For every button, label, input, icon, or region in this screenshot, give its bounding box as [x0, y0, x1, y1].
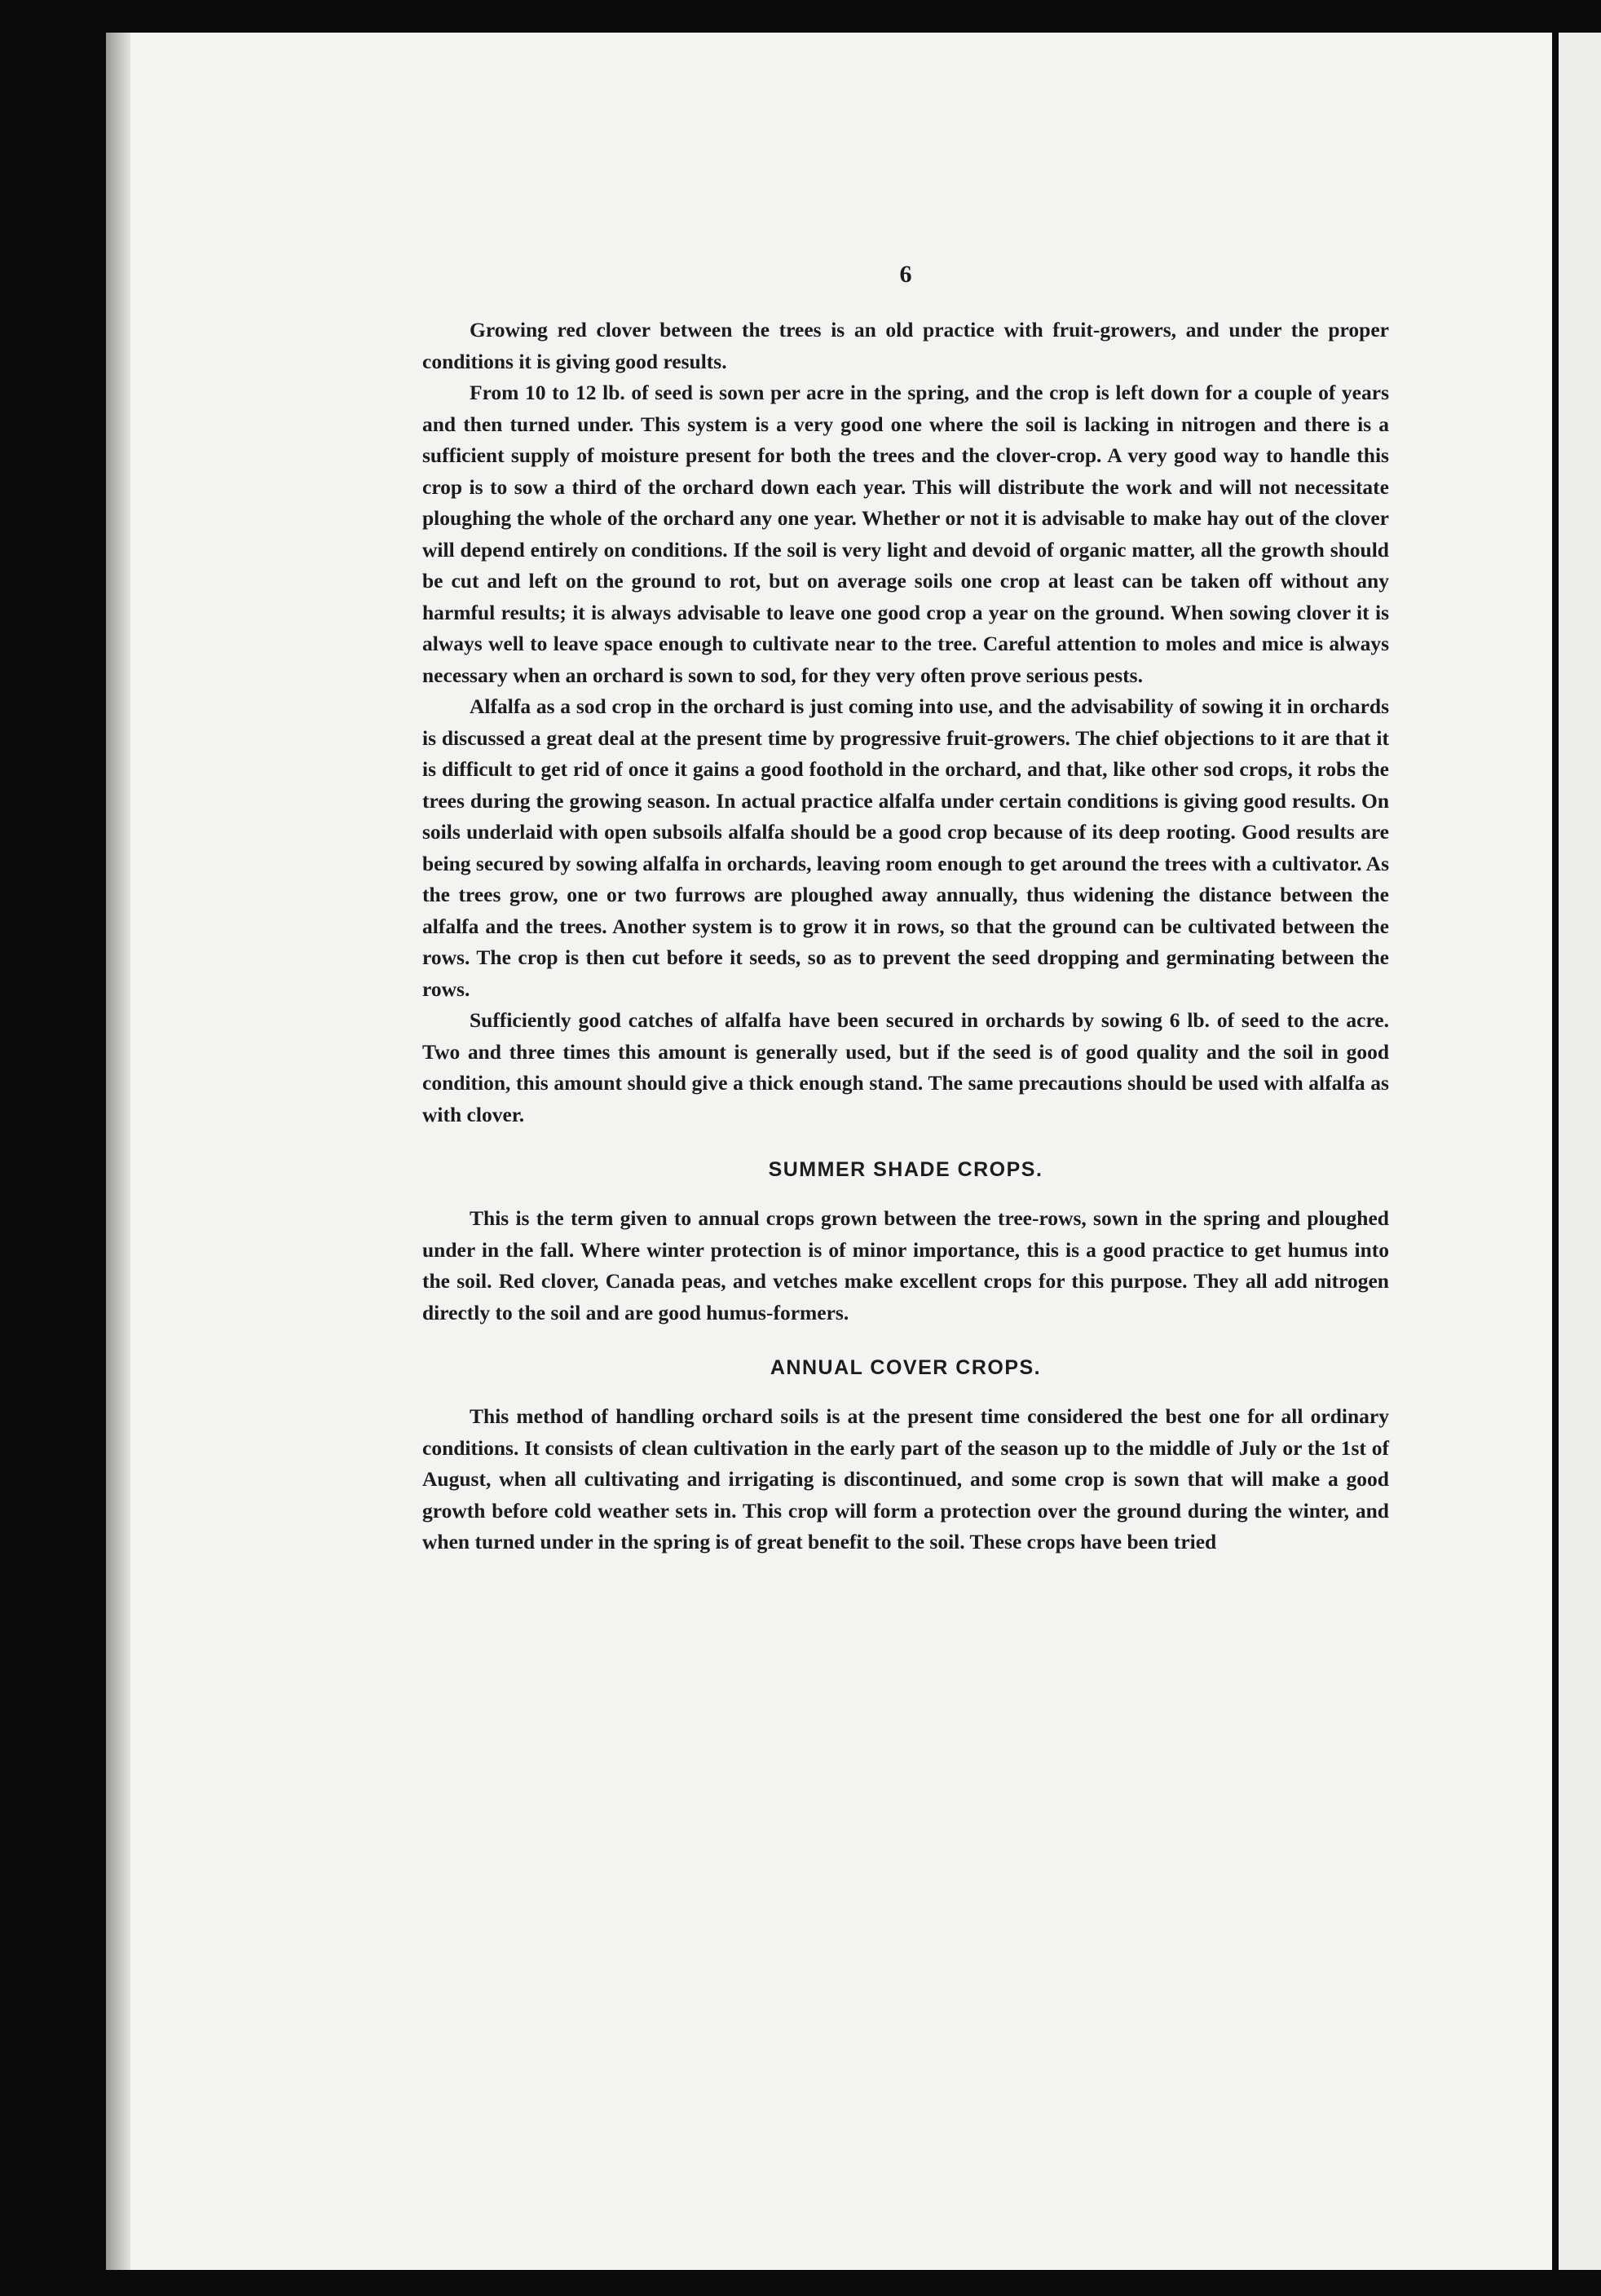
binding-shadow	[106, 33, 130, 2270]
document-body	[422, 261, 1389, 1558]
paragraph: Growing red clover between the trees is an old practice with fruit-growers, and under the proper conditions it is giving good results.	[422, 318, 1389, 373]
section-heading: ANNUAL COVER CROPS.	[770, 1356, 1042, 1379]
paragraph: This method of handling orchard soils is at the present time considered the best one for all ordinary conditions. It consists of clean cultivation in the early part of the season up to the middle of July or the 1st of August, when all cultivating and irrigating is discontinued, and some crop is sown that will make a good growth before cold weather sets in. This crop will form a protection over the ground during the winter, and when turned under in the spring is of great benefit to the soil. These crops have been tried	[422, 1404, 1389, 1553]
paragraph: This is the term given to annual crops grown between the tree-rows, sown in the spring and ploughed under in the fall. Where winter protection is of minor importance, this is a good practice to get humus into the soil. Red clover, Canada peas, and vetches make excellent crops for this purpose. They all add nitrogen directly to the soil and are good humus-formers.	[422, 1206, 1389, 1324]
paragraph: From 10 to 12 lb. of seed is sown per acre in the spring, and the crop is left down for a couple of years and then turned under. This system is a very good one where the soil is lacking in nitrogen and there is a sufficient supply of moisture present for both the trees and the clover-crop. A very good way to handle this crop is to sow a third of the orchard down each year. This will distribute the work and will not necessitate ploughing the whole of the orchard any one year. Whether or not it is advisable to make hay out of the clover will depend entirely on conditions. If the soil is very light and devoid of organic matter, all the growth should be cut and left on the ground to rot, but on average soils one crop at least can be taken off without any harmful results; it is always advisable to leave one good crop a year on the ground. When sowing clover it is always well to leave space enough to cultivate near to the tree. Careful attention to moles and mice is always necessary when an orchard is sown to sod, for they very often prove serious pests.	[422, 381, 1389, 687]
section-heading: SUMMER SHADE CROPS.	[768, 1158, 1043, 1181]
paragraph: Sufficiently good catches of alfalfa have been secured in orchards by sowing 6 lb. of seed to the acre. Two and three times this amount is generally used, but if the seed is of good quality and the soil in good condition, this amount should give a thick enough stand. The same precautions should be used with alfalfa as with clover.	[422, 1008, 1389, 1126]
page-number: 6	[899, 261, 912, 288]
paragraph: Alfalfa as a sod crop in the orchard is just coming into use, and the advisability of sowing it in orchards is discussed a great deal at the present time by progressive fruit-growers. The chief objections to it are that it is difficult to get rid of once it gains a good foothold in the orchard, and that, like other sod crops, it robs the trees during the growing season. In actual practice alfalfa under certain conditions is giving good results. On soils underlaid with open subsoils alfalfa should be a good crop because of its deep rooting. Good results are being secured by sowing alfalfa in orchards, leaving room enough to get around the trees with a cultivator. As the trees grow, one or two furrows are ploughed away annually, thus widening the distance between the alfalfa and the trees. Another system is to grow it in rows, so that the ground can be cultivated between the rows. The crop is then cut before it seeds, so as to prevent the seed dropping and germinating between the rows.	[422, 694, 1389, 1001]
next-page-edge	[1559, 33, 1601, 2270]
